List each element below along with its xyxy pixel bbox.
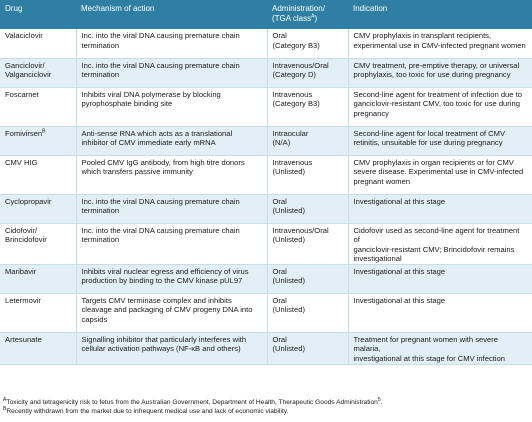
indication-cell bbox=[348, 223, 532, 264]
administration-cell bbox=[267, 264, 348, 293]
mechanism-line: Inc. into the viral DNA causing premature chain bbox=[81, 196, 240, 206]
drug-name-line: Brincidofovir bbox=[5, 235, 47, 245]
indication-line: Cidofovir used as second-line agent for treatment of bbox=[353, 225, 520, 245]
drug-name-line: Artesunate bbox=[5, 334, 42, 344]
indication-line: ganciclovir-resistant CMV, too toxic for use during bbox=[353, 99, 520, 109]
drug-cell bbox=[0, 293, 76, 332]
administration-line: (Unlisted) bbox=[272, 235, 305, 245]
mechanism-cell bbox=[76, 58, 267, 87]
administration-line: Intravenous bbox=[272, 157, 313, 167]
table-row bbox=[0, 126, 532, 155]
indication-line: Treatment for pregnant women with severe malaria, bbox=[353, 334, 498, 354]
drug-name-line: Cyclopropavir bbox=[5, 196, 52, 206]
drug-footnote-mark: B bbox=[42, 127, 46, 134]
footnote bbox=[3, 407, 529, 416]
footnote-mark: B bbox=[3, 406, 7, 413]
table-row bbox=[0, 87, 532, 126]
drug-cell bbox=[0, 194, 76, 223]
table-row bbox=[0, 293, 532, 332]
mechanism-line: Targets CMV terminase complex and inhibits bbox=[81, 295, 232, 305]
mechanism-line: Anti-sense RNA which acts as a translational bbox=[81, 128, 233, 138]
drug-name-line: Letermovir bbox=[5, 295, 41, 305]
mechanism-cell bbox=[76, 126, 267, 155]
administration-line: (Unlisted) bbox=[272, 167, 305, 177]
indication-line: Second-line agent for treatment of infection due to bbox=[353, 89, 522, 99]
administration-line: (Unlisted) bbox=[272, 276, 305, 286]
header-administration bbox=[267, 0, 348, 29]
header-admin-footnote-mark: A bbox=[311, 13, 315, 20]
mechanism-line: termination bbox=[81, 235, 120, 245]
header-admin-line1: Administration/ bbox=[272, 4, 325, 13]
table-header bbox=[0, 0, 532, 29]
administration-line: Oral bbox=[272, 266, 287, 276]
mechanism-line: capsids bbox=[81, 315, 108, 325]
indication-line: CMV prophylaxis in transplant recipients, bbox=[353, 31, 492, 40]
drug-name-line: Fomivirsen bbox=[5, 128, 43, 138]
administration-line: (N/A) bbox=[272, 138, 291, 148]
mechanism-cell bbox=[76, 264, 267, 293]
footnote-text: Recently withdrawn from the market due to infrequent medical use and lack of economic viability. bbox=[6, 408, 289, 416]
drug-name-line: Foscarnet bbox=[5, 89, 39, 99]
indication-cell bbox=[348, 332, 532, 364]
drug-cell bbox=[0, 29, 76, 58]
mechanism-line: Inc. into the viral DNA causing premature chain bbox=[81, 60, 240, 70]
administration-line: Intraocular bbox=[272, 128, 309, 138]
indication-cell bbox=[348, 58, 532, 87]
drug-cell bbox=[0, 332, 76, 364]
footnote-ref: 5 bbox=[377, 396, 381, 403]
indication-line: CMV treatment, pre-emptive therapy, or universal bbox=[353, 60, 520, 70]
drug-cell bbox=[0, 58, 76, 87]
drug-cell bbox=[0, 87, 76, 126]
indication-cell bbox=[348, 293, 532, 332]
administration-line: (Category B3) bbox=[272, 99, 320, 109]
administration-line: (Unlisted) bbox=[272, 305, 305, 315]
footnote bbox=[3, 398, 529, 407]
administration-line: Intravenous/Oral bbox=[272, 225, 329, 235]
indication-line: Investigational at this stage bbox=[353, 196, 446, 206]
indication-cell bbox=[348, 264, 532, 293]
mechanism-line: Inhibits viral DNA polymerase by blocking bbox=[81, 89, 221, 99]
table-row bbox=[0, 29, 532, 58]
indication-cell bbox=[348, 155, 532, 194]
administration-line: Oral bbox=[272, 334, 287, 344]
mechanism-line: production by binding to the CMV kinase pUL97 bbox=[81, 276, 243, 286]
drug-cell bbox=[0, 264, 76, 293]
indication-line: pregnant women bbox=[353, 176, 411, 186]
drug-cell bbox=[0, 155, 76, 194]
drug-name-line: Ganciclovir/ bbox=[5, 60, 45, 70]
indication-line: CMV prophylaxis in organ recipients or for CMV bbox=[353, 157, 514, 167]
administration-cell bbox=[267, 223, 348, 264]
drug-name-line: Valaciclovir bbox=[5, 31, 43, 40]
administration-cell bbox=[267, 87, 348, 126]
administration-line: (Category B3) bbox=[272, 40, 320, 50]
mechanism-line: inhibitor of CMV immediate early mRNA bbox=[81, 138, 216, 148]
indication-line: Investigational at this stage bbox=[353, 266, 446, 276]
header-indication: Indication bbox=[353, 4, 388, 13]
drug-name-line: CMV HIG bbox=[5, 157, 38, 167]
indication-cell bbox=[348, 126, 532, 155]
mechanism-cell bbox=[76, 293, 267, 332]
mechanism-cell bbox=[76, 223, 267, 264]
indication-line: retinitis, unsuitable for use during pregnancy bbox=[353, 138, 503, 148]
indication-line: pregnancy bbox=[353, 108, 389, 118]
mechanism-line: cleavage and packaging of CMV progeny DNA into bbox=[81, 305, 253, 315]
table-row bbox=[0, 223, 532, 264]
administration-line: Oral bbox=[272, 31, 287, 40]
indication-cell bbox=[348, 194, 532, 223]
header-drug: Drug bbox=[5, 4, 23, 13]
administration-line: Intravenous/Oral bbox=[272, 60, 329, 70]
drug-name-line: Maribavir bbox=[5, 266, 37, 276]
administration-cell bbox=[267, 293, 348, 332]
administration-cell bbox=[267, 332, 348, 364]
administration-line: (Unlisted) bbox=[272, 344, 305, 354]
mechanism-line: Inc. into the viral DNA causing premature chain bbox=[81, 225, 240, 235]
table-body bbox=[0, 29, 532, 364]
table-row bbox=[0, 194, 532, 223]
header-admin-line2-prefix: (TGA class bbox=[272, 14, 312, 23]
table-row bbox=[0, 58, 532, 87]
indication-line: Investigational at this stage bbox=[353, 295, 446, 305]
footnote-end: . bbox=[380, 399, 383, 406]
table-row bbox=[0, 332, 532, 364]
administration-cell bbox=[267, 155, 348, 194]
indication-cell bbox=[348, 87, 532, 126]
header-row bbox=[0, 0, 532, 29]
header-mechanism: Mechanism of action bbox=[81, 4, 155, 13]
header-admin-line2-suffix: ) bbox=[314, 14, 318, 23]
administration-line: Intravenous bbox=[272, 89, 313, 99]
indication-line: investigational at this stage for CMV infection bbox=[353, 354, 506, 364]
table-row bbox=[0, 155, 532, 194]
mechanism-line: Inc. into the viral DNA causing premature chain bbox=[81, 31, 240, 40]
mechanism-line: termination bbox=[81, 70, 120, 80]
mechanism-line: which transfers passive immunity bbox=[81, 167, 193, 177]
administration-cell bbox=[267, 29, 348, 58]
mechanism-line: Inhibits viral nuclear egress and efficiency of virus bbox=[81, 266, 249, 276]
table-footnotes bbox=[3, 398, 529, 416]
indication-line: Second-line agent for local treatment of CMV bbox=[353, 128, 506, 138]
mechanism-line: termination bbox=[81, 40, 120, 50]
mechanism-line: termination bbox=[81, 206, 120, 216]
drug-cell bbox=[0, 223, 76, 264]
footnote-mark: A bbox=[3, 396, 7, 403]
mechanism-line: cellular activation pathways (NF-κB and others) bbox=[81, 344, 241, 354]
footnote-text: Toxicity and tetragenicity risk to fetus from the Australian Government, Department of Health, Therapeutic Goods Administration bbox=[6, 399, 378, 406]
indication-line: experimental use in CMV-infected pregnant women bbox=[353, 40, 526, 50]
indication-line: ganciclovir-resistant CMV; Brincidofovir remains bbox=[353, 244, 515, 254]
table-row bbox=[0, 264, 532, 293]
administration-cell bbox=[267, 58, 348, 87]
administration-line: Oral bbox=[272, 196, 287, 206]
indication-line: prophylaxis, too toxic for use during pregnancy bbox=[353, 70, 511, 80]
mechanism-cell bbox=[76, 194, 267, 223]
administration-line: (Unlisted) bbox=[272, 206, 305, 216]
mechanism-cell bbox=[76, 29, 267, 58]
administration-line: Oral bbox=[272, 295, 287, 305]
mechanism-cell bbox=[76, 155, 267, 194]
drug-name-line: Valganciclovir bbox=[5, 70, 52, 80]
indication-line: severe disease. Experimental use in CMV-infected bbox=[353, 167, 524, 177]
mechanism-line: pyrophosphate binding site bbox=[81, 99, 173, 109]
mechanism-cell bbox=[76, 332, 267, 364]
mechanism-line: Signalling inhibitor that particularly interferes with bbox=[81, 334, 247, 344]
indication-line: investigational bbox=[353, 254, 402, 264]
drug-name-line: Cidofovir/ bbox=[5, 225, 38, 235]
administration-cell bbox=[267, 126, 348, 155]
mechanism-line: Pooled CMV IgG antibody, from high titre donors bbox=[81, 157, 245, 167]
mechanism-cell bbox=[76, 87, 267, 126]
administration-line: (Category D) bbox=[272, 70, 316, 80]
indication-cell bbox=[348, 29, 532, 58]
administration-cell bbox=[267, 194, 348, 223]
drug-cell bbox=[0, 126, 76, 155]
